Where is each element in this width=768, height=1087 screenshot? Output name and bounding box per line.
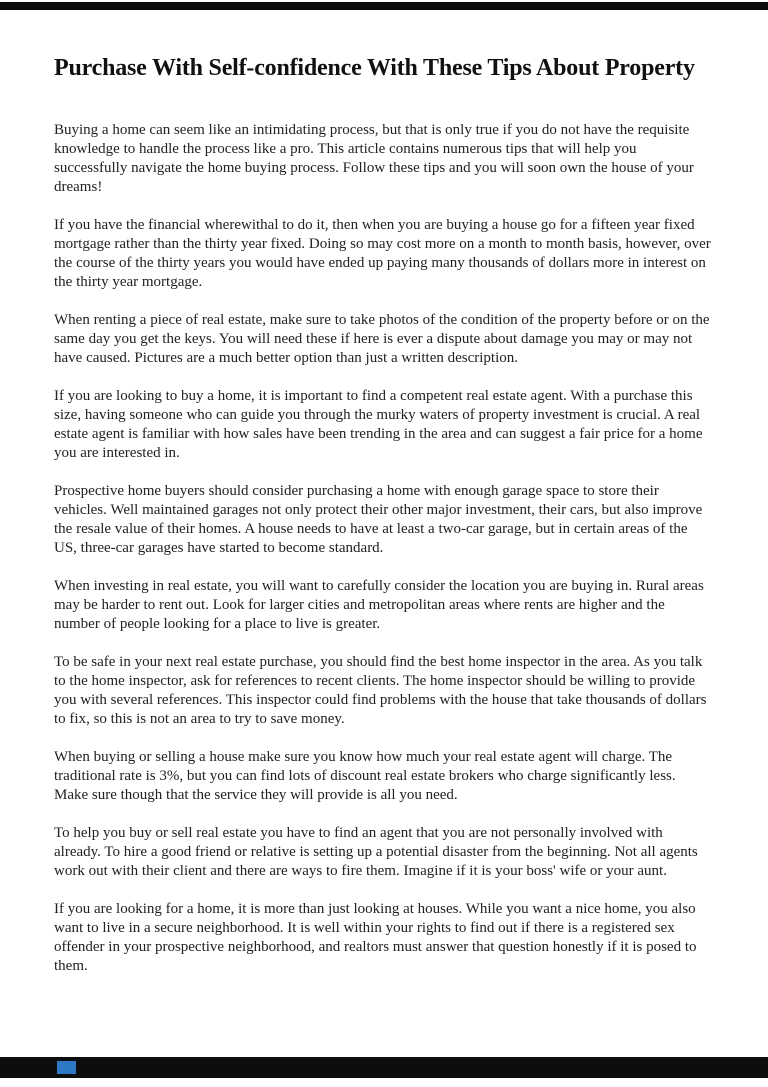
paragraph: If you have the financial wherewithal to do it, then when you are buying a house go for a fifteen year fixed mortgage rather than the thirty year fixed. Doing so may cost more on a month to month basis, however, over the course of the thirty years you would have ended up paying many thousands of dollars more in interest on the thirty year mortgage.	[54, 217, 711, 290]
article-body	[54, 0, 712, 995]
paragraph: If you are looking for a home, it is more than just looking at houses. While you want a nice home, you also want to live in a secure neighborhood. It is well within your rights to find out if there is a registered sex offender in your prospective neighborhood, and realtors must answer that question honestly if it is posed to them.	[54, 901, 697, 974]
paragraph: When buying or selling a house make sure you know how much your real estate agent will charge. The traditional rate is 3%, but you can find lots of discount real estate brokers who charge significantly less. Make sure though that the service they will provide is all you need.	[54, 749, 676, 803]
paragraph: If you are looking to buy a home, it is important to find a competent real estate agent. With a purchase this size, having someone who can guide you through the murky waters of property investment is crucial. A real estate agent is familiar with how sales have been trending in the area and can suggest a fair price for a home you are interested in.	[54, 388, 703, 461]
article-content	[54, 121, 712, 976]
bottom-decoration-bar	[0, 1057, 768, 1078]
paragraph: To be safe in your next real estate purchase, you should find the best home inspector in the area. As you talk to the home inspector, ask for references to recent clients. The home inspector should be willing to provide you with several references. This inspector could find problems with the house that take thousands of dollars to fix, so this is not an area to try to save money.	[54, 654, 707, 727]
progress-indicator	[57, 1061, 76, 1074]
paragraph: To help you buy or sell real estate you have to find an agent that you are not personally involved with already. To hire a good friend or relative is setting up a potential disaster from the beginning. Not all agents work out with their client and there are ways to fire them. Imagine if it is your boss' wife or your aunt.	[54, 825, 698, 879]
paragraph: Prospective home buyers should consider purchasing a home with enough garage space to store their vehicles. Well maintained garages not only protect their other major investment, their cars, but also improve the resale value of their homes. A house needs to have at least a two-car garage, but in certain areas of the US, three-car garages have started to become standard.	[54, 483, 703, 556]
page-title: Purchase With Self-confidence With These Tips About Property	[54, 55, 695, 81]
paragraph: Buying a home can seem like an intimidating process, but that is only true if you do not have the requisite knowledge to handle the process like a pro. This article contains numerous tips that will help you successfully navigate the home buying process. Follow these tips and you will soon own the house of your dreams!	[54, 122, 694, 195]
paragraph: When investing in real estate, you will want to carefully consider the location you are buying in. Rural areas may be harder to rent out. Look for larger cities and metropolitan areas where rents are higher and the number of people looking for a place to live is greater.	[54, 578, 704, 632]
paragraph: When renting a piece of real estate, make sure to take photos of the condition of the property before or on the same day you get the keys. You will need these if here is ever a dispute about damage you may or may not have caused. Pictures are a much better option than just a written description.	[54, 312, 710, 366]
